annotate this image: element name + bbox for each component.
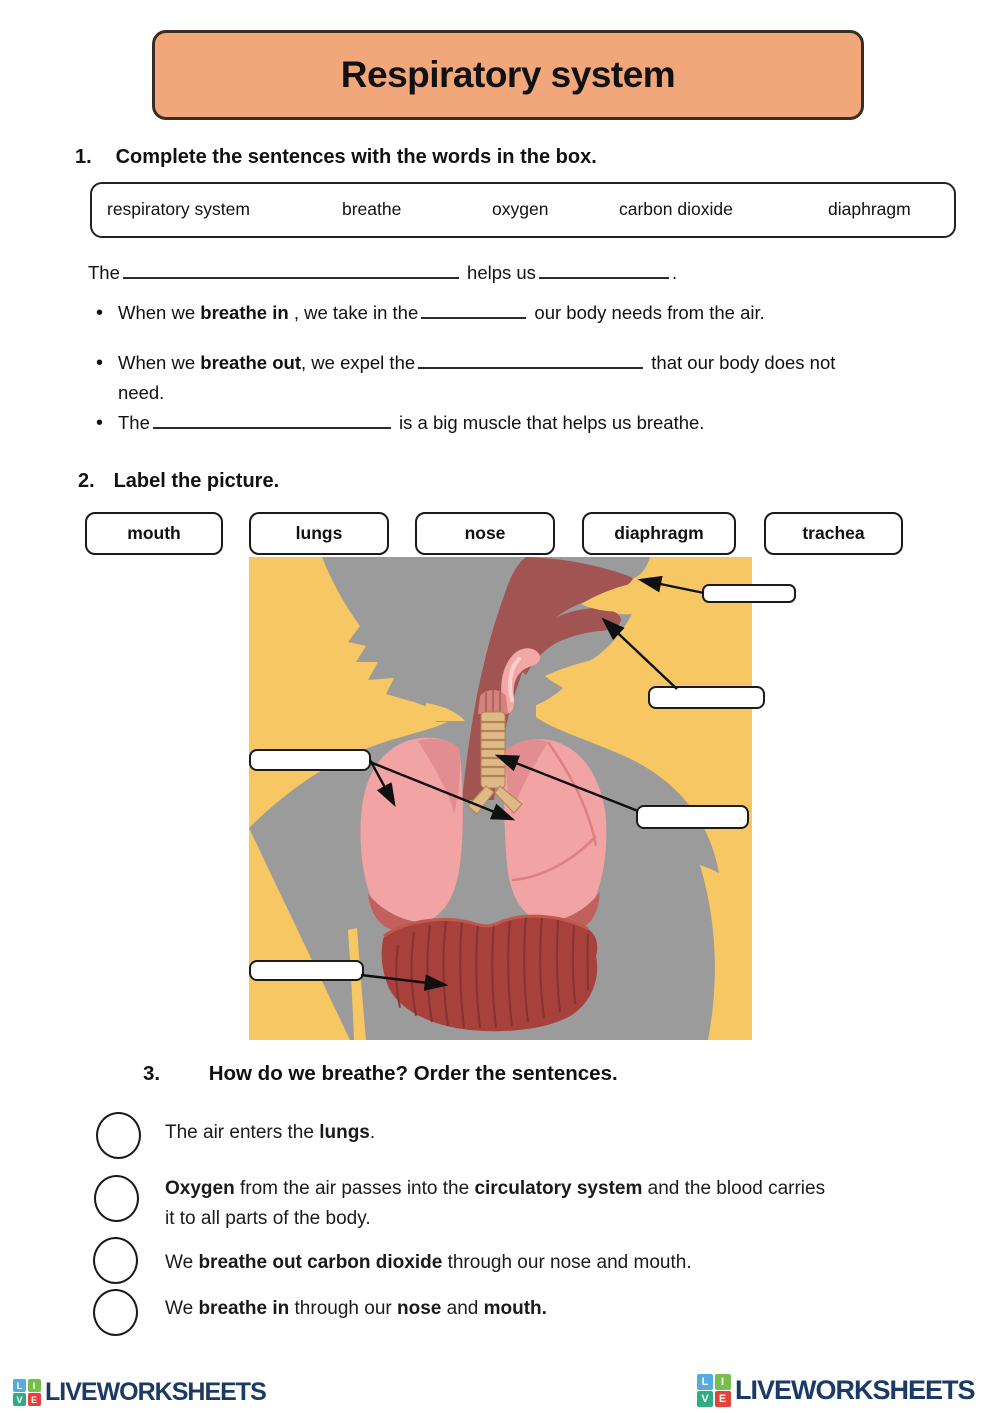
trachea-rings bbox=[481, 722, 505, 776]
bullet-text: When we breathe in , we take in the our body needs from the air. bbox=[118, 298, 858, 328]
section1-heading bbox=[75, 146, 597, 169]
order-circle[interactable] bbox=[96, 1112, 141, 1159]
label-button-diaphragm[interactable]: diaphragm bbox=[582, 512, 736, 555]
label-button-nose[interactable]: nose bbox=[415, 512, 555, 555]
order-circle[interactable] bbox=[94, 1175, 139, 1222]
liveworksheets-icon bbox=[13, 1379, 41, 1406]
intro-sentence: The helps us . bbox=[88, 258, 948, 288]
bullet-icon: • bbox=[96, 302, 104, 324]
order-circle[interactable] bbox=[93, 1289, 138, 1336]
logo-square-l: L bbox=[13, 1379, 26, 1392]
bullet-text: When we breathe out, we expel the that our body does not need. bbox=[118, 348, 848, 408]
word-box-item: breathe bbox=[342, 199, 402, 219]
fill-blank[interactable] bbox=[418, 349, 643, 369]
logo-square-i: I bbox=[715, 1374, 731, 1390]
fill-blank[interactable] bbox=[421, 299, 526, 319]
bullet-item bbox=[96, 298, 858, 328]
bullet-icon: • bbox=[96, 352, 104, 374]
dropzone-diaphragm[interactable] bbox=[250, 961, 363, 980]
label-button-trachea[interactable]: trachea bbox=[764, 512, 903, 555]
dropzone-lungs[interactable] bbox=[250, 750, 370, 770]
fill-blank[interactable] bbox=[539, 259, 669, 279]
label-button-lungs[interactable]: lungs bbox=[249, 512, 389, 555]
bullet-icon: • bbox=[96, 412, 104, 434]
logo-square-i: I bbox=[28, 1379, 41, 1392]
word-box-item: diaphragm bbox=[828, 199, 911, 219]
brand-name: LIVEWORKSHEETS bbox=[735, 1375, 975, 1405]
dropzone-mouth[interactable] bbox=[649, 687, 764, 708]
logo-square-v: V bbox=[697, 1391, 713, 1407]
order-sentence: The air enters the lungs. bbox=[165, 1122, 376, 1143]
liveworksheets-logo-right[interactable] bbox=[697, 1374, 975, 1407]
brand-name: LIVEWORKSHEETS bbox=[45, 1378, 266, 1406]
section3-number: 3. bbox=[143, 1062, 161, 1085]
logo-square-e: E bbox=[715, 1391, 731, 1407]
bullet-text: The is a big muscle that helps us breathe. bbox=[118, 408, 858, 438]
word-box-item: carbon dioxide bbox=[619, 199, 733, 219]
section1-heading-text: Complete the sentences with the words in the box. bbox=[115, 146, 597, 168]
section2-heading bbox=[78, 470, 279, 493]
section2-number: 2. bbox=[78, 470, 95, 492]
logo-square-v: V bbox=[13, 1393, 26, 1406]
label-button-mouth[interactable]: mouth bbox=[85, 512, 223, 555]
word-box-item: respiratory system bbox=[107, 199, 250, 219]
order-sentence: Oxygen from the air passes into the circulatory system and the blood carries it to all parts of the body. bbox=[165, 1178, 826, 1229]
order-sentence: We breathe out carbon dioxide through our nose and mouth. bbox=[165, 1252, 692, 1273]
bullet-item bbox=[96, 408, 858, 438]
fill-blank[interactable] bbox=[123, 259, 459, 279]
dropzone-nose[interactable] bbox=[703, 585, 795, 602]
title-banner bbox=[152, 30, 864, 120]
order-sentence: We breathe in through our nose and mouth. bbox=[165, 1298, 547, 1319]
liveworksheets-logo-left[interactable] bbox=[13, 1378, 266, 1407]
section3-heading bbox=[143, 1062, 618, 1086]
dropzone-trachea[interactable] bbox=[637, 806, 748, 828]
section1-number: 1. bbox=[75, 146, 92, 168]
bullet-item bbox=[96, 348, 848, 408]
logo-square-e: E bbox=[28, 1393, 41, 1406]
logo-square-l: L bbox=[697, 1374, 713, 1390]
page-title: Respiratory system bbox=[340, 54, 676, 95]
section3-heading-text: How do we breathe? Order the sentences. bbox=[208, 1062, 618, 1085]
word-box-item: oxygen bbox=[492, 199, 549, 219]
liveworksheets-icon bbox=[697, 1374, 731, 1407]
order-circle[interactable] bbox=[93, 1237, 138, 1284]
section2-heading-text: Label the picture. bbox=[113, 470, 280, 492]
respiratory-diagram bbox=[240, 556, 810, 1045]
word-box bbox=[90, 182, 956, 238]
fill-blank[interactable] bbox=[153, 409, 391, 429]
